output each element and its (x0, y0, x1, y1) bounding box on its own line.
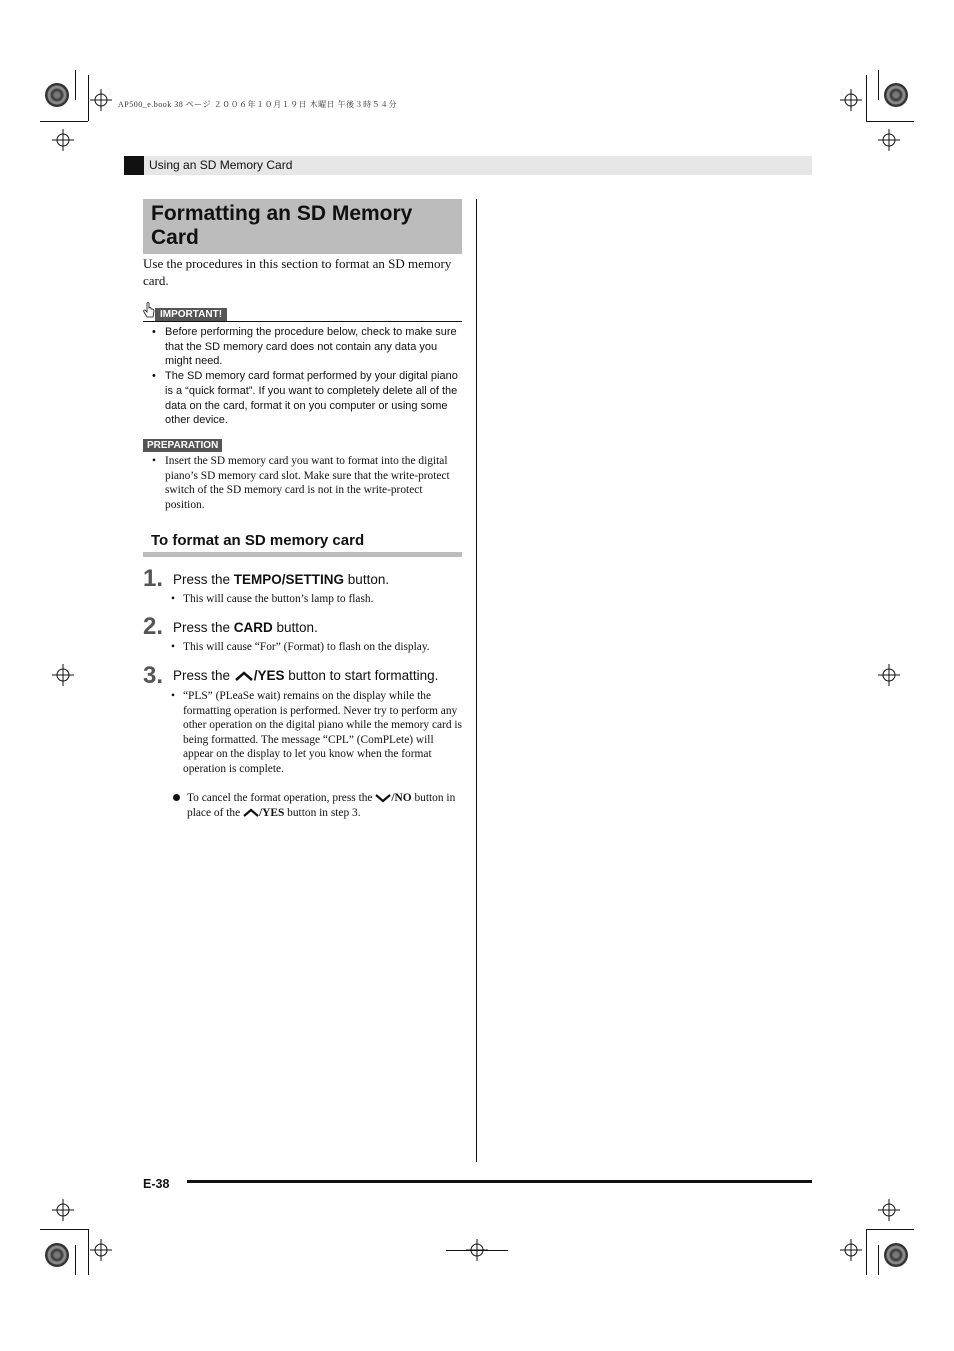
chevron-up-icon (243, 808, 259, 818)
registration-crosshair-icon (878, 129, 900, 151)
procedure-heading-rule (143, 552, 462, 557)
header-marker (124, 156, 144, 175)
chevron-down-icon (375, 793, 391, 803)
registration-crosshair-icon (52, 664, 74, 686)
step-instruction: Press the TEMPO/SETTING button. (173, 572, 390, 587)
step-number: 1. (143, 565, 164, 592)
registration-rosette-icon (884, 1243, 908, 1267)
procedure-heading: To format an SD memory card (151, 532, 365, 549)
tempo-setting-button-label: TEMPO/SETTING (233, 572, 345, 587)
print-info-line: AP500_e.book 38 ページ ２００６年１０月１９日 木曜日 午後３時５４分 (118, 100, 398, 109)
intro-paragraph: Use the procedures in this section to format an SD memory card. (143, 256, 452, 288)
step-instruction: Press the CARD button. (173, 620, 318, 635)
important-badge: IMPORTANT! (155, 308, 227, 321)
registration-crosshair-icon (840, 1239, 862, 1261)
list-item: • Insert the SD memory card you want to format into the digital piano’s SD memory card slot. Make sure that the write-protect switch of the SD memory card is not in the write-protect position. (152, 455, 450, 512)
registration-crosshair-icon (90, 1239, 112, 1261)
registration-crosshair-icon (878, 1199, 900, 1221)
page-title: Formatting an SD Memory Card (151, 202, 413, 249)
registration-crosshair-icon (52, 1199, 74, 1221)
step-note: • “PLS” (PLeaSe wait) remains on the display while the formatting operation is performed. Never try to perform any other operation on the digital piano while the memory card is being formatted. The message “CPL” (ComPLete) will appear on the display to let you know when the format operation is complete. (171, 690, 462, 775)
card-button-label: CARD (233, 620, 273, 635)
list-item: • The SD memory card format performed by your digital piano is a “quick format”. If you want to completely delete all of the data on the card, format it on you computer or using some other device. (152, 370, 458, 427)
page-number: E-38 (143, 1177, 170, 1191)
registration-crosshair-icon (52, 129, 74, 151)
important-rule (143, 321, 462, 322)
registration-crosshair-icon (90, 89, 112, 111)
pointing-hand-icon (142, 302, 156, 320)
registration-rosette-icon (884, 83, 908, 107)
bullet-dot-icon (173, 794, 180, 801)
step-number: 3. (143, 662, 164, 689)
registration-rosette-icon (45, 83, 69, 107)
cancel-tip: To cancel the format operation, press the /NO button in place of the /YES button in step 3. (173, 791, 463, 820)
registration-crosshair-icon (840, 89, 862, 111)
footer-rule (187, 1180, 812, 1183)
running-header-title: Using an SD Memory Card (149, 158, 293, 172)
preparation-list (143, 454, 461, 513)
column-divider (476, 199, 477, 1162)
chevron-up-icon (234, 670, 254, 682)
registration-rosette-icon (45, 1243, 69, 1267)
registration-crosshair-icon (878, 664, 900, 686)
preparation-badge: PREPARATION (143, 439, 222, 452)
step-note: • This will cause the button’s lamp to flash. (171, 593, 374, 605)
yes-button-label: /YES (253, 668, 285, 683)
step-instruction: Press the /YES button to start formatting. (173, 668, 439, 683)
step-note: • This will cause “For” (Format) to flash on the display. (171, 641, 430, 653)
list-item: • Before performing the procedure below, check to make sure that the SD memory card does not contain any data you might need. (152, 326, 457, 368)
important-list (143, 325, 461, 428)
step-number: 2. (143, 613, 164, 640)
